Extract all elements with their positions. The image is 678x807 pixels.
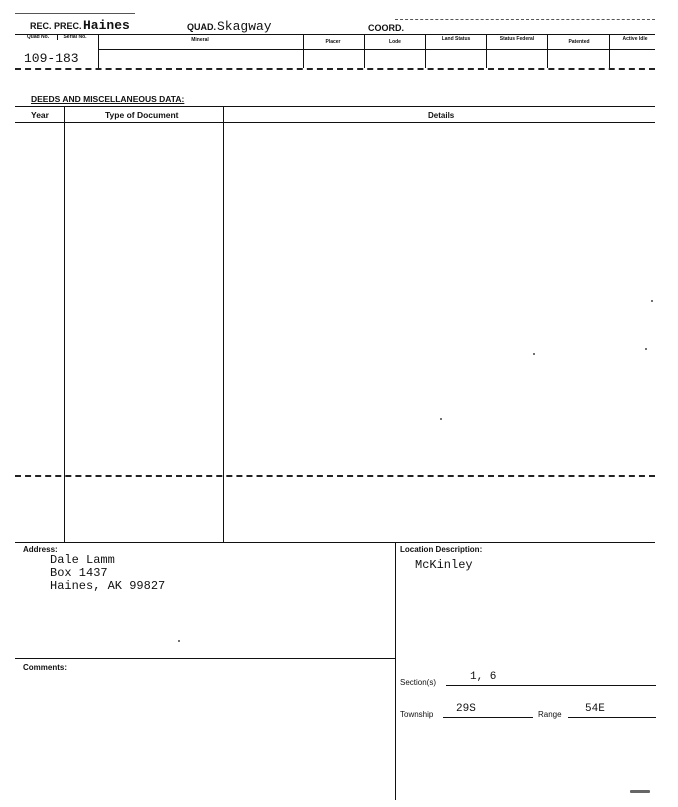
col-lode: Lode [389, 39, 401, 45]
township-underline [443, 717, 533, 718]
deeds-section-title: DEEDS AND MISCELLANEOUS DATA: [31, 94, 185, 104]
sections-underline [446, 685, 656, 686]
deeds-col-type: Type of Document [105, 110, 179, 120]
address-label: Address: [23, 545, 58, 554]
address-line-1: Dale Lamm [50, 553, 115, 567]
scan-speck [533, 353, 535, 355]
deeds-header-bottom-line [15, 122, 655, 123]
grid-divider-lode [425, 34, 426, 68]
deeds-col-year: Year [31, 110, 49, 120]
col-active-idle: Active Idle [622, 36, 648, 42]
range-value: 54E [585, 703, 605, 715]
grid-divider-status [547, 34, 548, 68]
col-serial-no: Serial No. [63, 34, 87, 40]
scan-speck [178, 640, 180, 642]
quad-label: QUAD. [187, 22, 216, 32]
scan-speck [651, 300, 653, 302]
top-rule [15, 13, 135, 14]
col-status-federal: Status Federal [499, 36, 535, 42]
col-quad-no: Quad No. [26, 34, 50, 40]
quad-value: Skagway [217, 19, 272, 34]
col-mineral: Mineral [191, 37, 209, 43]
lower-blocks-divider [395, 542, 396, 800]
sections-value: 1, 6 [470, 671, 497, 683]
address-comments-divider [15, 658, 395, 659]
record-grid-bottom-line [15, 68, 655, 70]
scan-speck [440, 418, 442, 420]
range-underline [568, 717, 656, 718]
quad-no-value: 109-183 [24, 51, 79, 66]
rec-prec-value: Haines [83, 18, 130, 33]
address-line-3: Haines, AK 99827 [50, 579, 166, 593]
scan-smudge [630, 790, 650, 793]
deeds-col-details: Details [428, 111, 455, 120]
grid-divider-mineral [303, 34, 304, 68]
col-patented: Patented [568, 39, 590, 45]
location-value: McKinley [415, 558, 473, 572]
township-value: 29S [456, 703, 476, 715]
rec-prec-label: REC. PREC. [30, 21, 82, 31]
scan-speck [645, 348, 647, 350]
location-label: Location Description: [400, 545, 483, 554]
township-label: Township [400, 710, 434, 719]
lower-blocks-top-line [15, 542, 655, 543]
col-land-status: Land Status [441, 36, 471, 42]
grid-divider-placer [364, 34, 365, 68]
record-grid-top-line [15, 34, 655, 35]
coord-label: COORD. [368, 23, 404, 33]
range-label: Range [538, 710, 562, 719]
record-grid-header-line [98, 49, 655, 50]
comments-label: Comments: [23, 663, 68, 672]
deeds-header-top-line [15, 106, 655, 107]
address-line-2: Box 1437 [50, 566, 108, 580]
deeds-dash-separator [15, 475, 655, 477]
sections-label: Section(s) [400, 678, 437, 687]
grid-divider-land [486, 34, 487, 68]
grid-divider-serial [98, 34, 99, 68]
grid-divider-quad [57, 34, 58, 40]
col-placer: Placer [325, 39, 341, 45]
top-dash-rule [395, 19, 655, 20]
grid-divider-patented [609, 34, 610, 68]
